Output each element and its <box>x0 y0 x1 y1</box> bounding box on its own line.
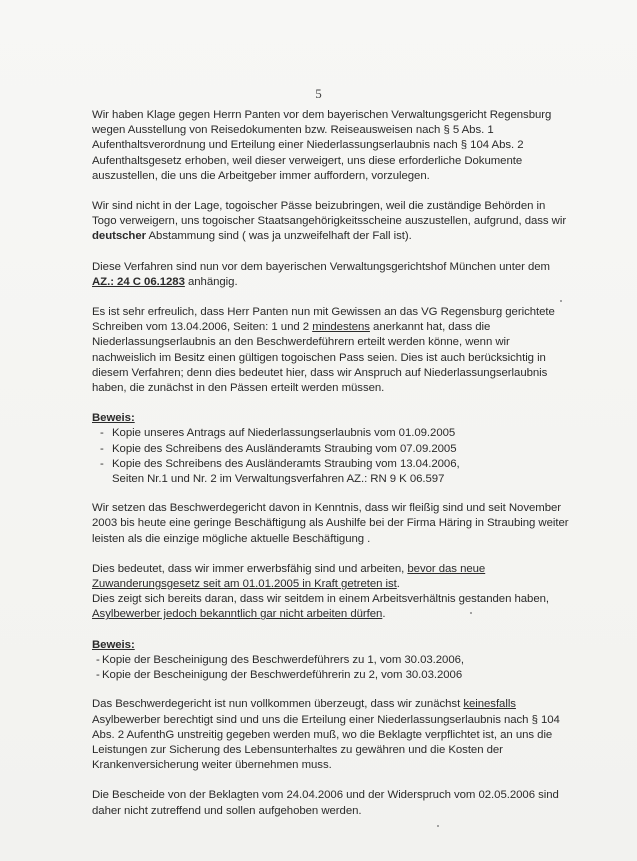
text: anerkannt hat, dass die Niederlassungserlaubnis an den Beschwerdeführern erteilt werden könne, wenn wir nachweislich im Besitz einen gültigen togoischen Pass seien. Dies ist auch berücksichtig in diesem Verfahren; denn dies bedeutet hier, dass wir Anspruch auf Niederlassungserlaubnis haben, die zunächst in den Pässen erteilt werden müssen. <box>92 321 548 395</box>
paragraph-conclusion: Die Bescheide von der Beklagten vom 24.04.2006 und der Widerspruch vom 02.05.2006 sind daher nicht zutreffend und sollen aufgehoben werden. <box>92 789 559 817</box>
text: Das Beschwerdegericht ist nun vollkommen überzeugt, dass wir zunächst <box>92 698 464 711</box>
paragraph-case-number <box>92 260 572 290</box>
evidence-text: Kopie der Bescheinigung der Beschwerdeführerin zu 2, vom 30.03.2006 <box>102 669 463 682</box>
evidence-text-cont: Seiten Nr.1 und Nr. 2 im Verwaltungsverfahren AZ.: RN 9 K 06.597 <box>112 473 445 486</box>
text: Es ist sehr erfreulich, dass Herr Panten nun mit Gewissen an das VG Regensburg gerichtete Schreiben vom 13.04.2006, Seiten: 1 und 2 <box>92 306 555 334</box>
dash: - <box>96 669 100 682</box>
text: Asylbewerber berechtigt sind und uns die Erteilung einer Niederlassungserlaubnis nach § 104 Abs. 2 AufenthG unstreitig gegeben werden muß, wo die Beklagte verpflichtet ist, an uns die Leistungen zur Sicherung des Lebensunterhaltes zu gewähren und die Kosten der Krankenversicherung weiter übernehmen muss. <box>92 713 560 772</box>
text: Dies zeigt sich bereits daran, dass wir seitdem in einem Arbeitsverhältnis gestanden haben, <box>92 593 550 606</box>
dash: - <box>100 457 104 470</box>
paragraph-employment: Wir setzen das Beschwerdegericht davon in Kenntnis, dass wir fleißig sind und seit November 2003 bis heute eine geringe Beschäftigung als Aushilfe bei der Firma Häring in Straubing weiter leisten als die einzige mögliche aktuelle Beschäftigung . <box>92 502 569 545</box>
paragraph-work <box>92 562 572 623</box>
evidence-list <box>92 653 572 683</box>
text: Dies bedeutet, dass wir immer erwerbsfähig sind und arbeiten, <box>92 562 408 575</box>
text: anhängig. <box>184 275 238 288</box>
page-number: 5 <box>315 86 322 101</box>
text: Wir sind nicht in der Lage, togoischer Pässe beizubringen, weil die zuständige Behörden in Togo verweigern, uns togoischer Staatsangehörigkeitsscheine auszustellen, aufgrund, dass wir <box>92 200 567 228</box>
evidence-text: Kopie des Schreibens des Ausländeramts Straubing vom 07.09.2005 <box>112 442 457 455</box>
evidence-item <box>92 668 572 683</box>
underlined-text: keinesfalls <box>463 698 516 711</box>
evidence-heading: Beweis: <box>92 638 135 651</box>
case-number: AZ.: 24 C 06.1283 <box>92 275 185 288</box>
paragraph-court-conviction <box>92 697 572 773</box>
bold-text: deutscher <box>92 230 146 243</box>
evidence-item <box>92 442 572 457</box>
dash: - <box>96 653 100 666</box>
text: . <box>396 578 400 591</box>
evidence-text: Kopie des Schreibens des Ausländeramts Straubing vom 13.04.2006, <box>112 457 460 470</box>
text: Diese Verfahren sind nun vor dem bayerischen Verwaltungsgerichtshof München unter dem <box>92 260 550 273</box>
dash: - <box>100 427 104 440</box>
text: . <box>382 608 386 621</box>
dash: - <box>100 442 104 455</box>
evidence-list <box>92 426 572 487</box>
paragraph-lawsuit: Wir haben Klage gegen Herrn Panten vor dem bayerischen Verwaltungsgericht Regensburg wegen Ausstellung von Reisedokumenten bzw. Reiseausweisen nach § 5 Abs. 1 Aufenthaltsverordnung und Erteilung einer Niederlassungserlaubnis nach § 104 Abs. 2 Aufenthaltsgesetz erhoben, weil dieser verweigert, uns diese erforderliche Dokumente auszustellen, die uns die Arbeitgeber immer auffordern, vorzulegen. <box>92 109 552 182</box>
underlined-text: Asylbewerber jedoch bekanntlich gar nicht arbeiten dürfen <box>92 608 383 621</box>
text: Abstammung sind ( was ja unzweifelhaft der Fall ist). <box>146 230 412 243</box>
paragraph-recognition <box>92 305 572 396</box>
evidence-text: Kopie der Bescheinigung des Beschwerdeführers zu 1, vom 30.03.2006, <box>102 653 465 666</box>
evidence-item <box>92 653 572 668</box>
scan-speck <box>560 300 562 302</box>
evidence-item <box>92 457 572 487</box>
underlined-text: bevor das neue Zuwanderungsgesetz seit am 01.01.2005 in Kraft getreten ist <box>92 562 486 591</box>
scan-speck <box>437 825 439 827</box>
scan-speck <box>470 612 472 614</box>
underlined-text: mindestens <box>312 321 370 334</box>
evidence-item <box>92 426 572 441</box>
evidence-heading: Beweis: <box>92 412 135 425</box>
paragraph-passports <box>92 199 572 245</box>
evidence-text: Kopie unseres Antrags auf Niederlassungserlaubnis vom 01.09.2005 <box>112 427 456 440</box>
document-body <box>92 108 572 834</box>
